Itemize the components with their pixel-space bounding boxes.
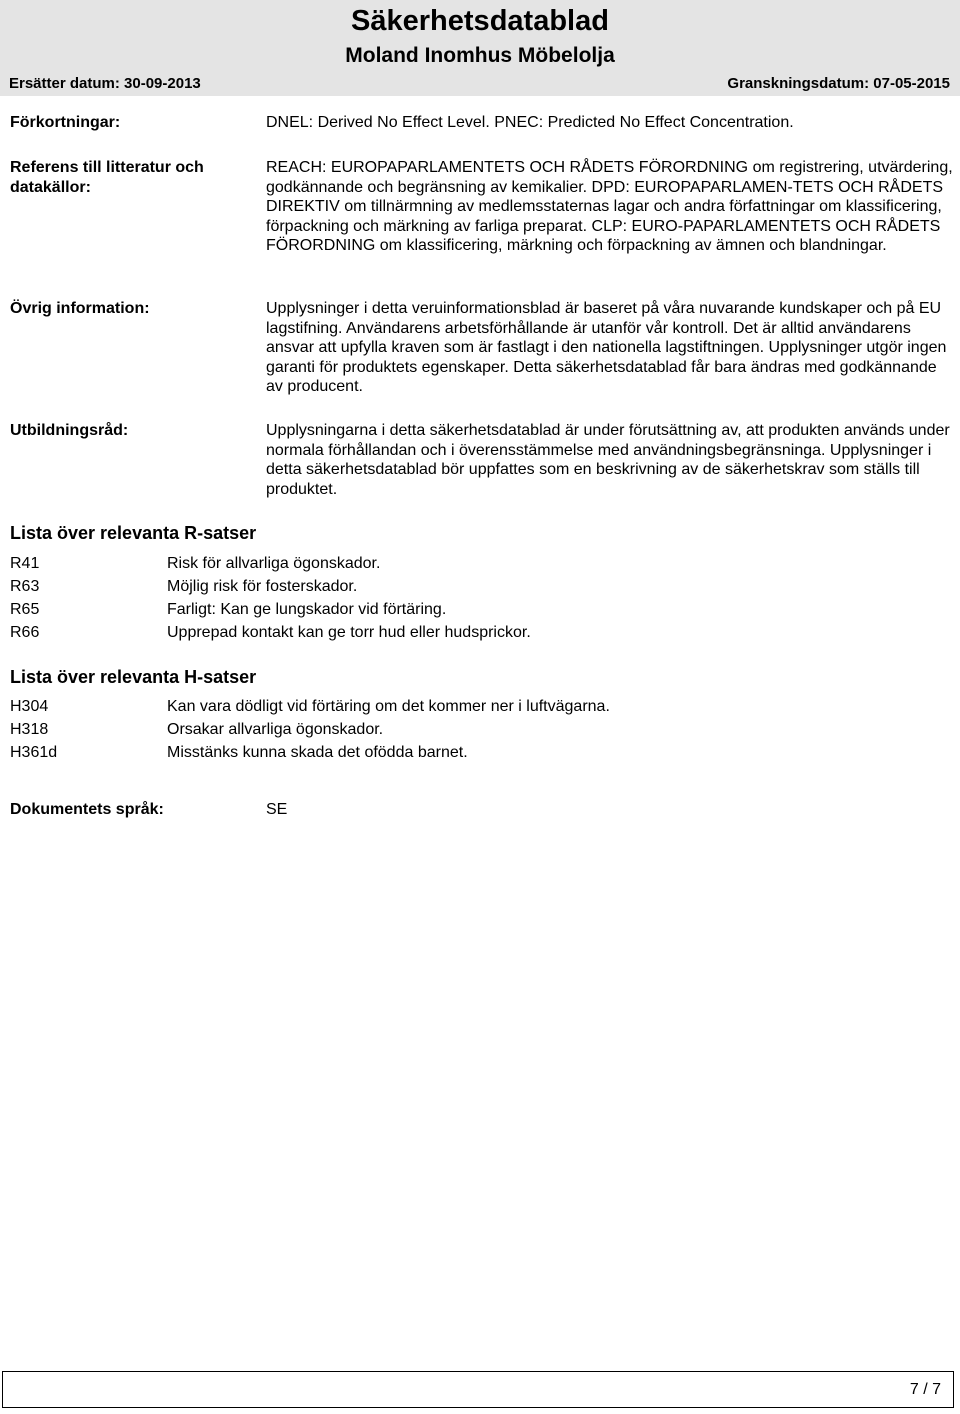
training-label: Utbildningsråd: [10,422,129,439]
r-phrases-heading: Lista över relevanta R-satser [10,523,257,543]
phrase-text: Orsakar allvarliga ögonskador. [167,721,384,738]
list-item [10,598,910,621]
training-text: Upplysningarna i detta säkerhetsdatablad är under förutsättning av, att produkten används under normala förhållandan och i överensstämmelse med användningsbegränsninga. Upplysninger i detta säkerhetsdatablad bör uppfattes som en beskrivning av de säkerhetskrav som ställs till produktet. [266,422,950,498]
phrase-text: Möjlig risk för fosterskador. [167,578,358,595]
r-phrases-list [10,552,910,644]
phrase-text: Risk för allvarliga ögonskador. [167,555,381,572]
phrase-code: H361d [10,744,58,761]
references-text: REACH: EUROPAPARLAMENTETS OCH RÅDETS FÖRORDNING om registrering, utvärdering, godkännande och begränsning av kemikalier. DPD: EUROPAPARLAMEN-TETS OCH RÅDETS DIREKTIV om tillnärmning av medlemsstaternas lagar och andra författningar om klassificering, förpackning och märkning av farliga preparat. CLP: EURO-PAPARLAMENTETS OCH RÅDETS FÖRORDNING om klassificering, märkning och förpackning av ämnen och blandningar. [266,159,953,255]
abbreviations-text: DNEL: Derived No Effect Level. PNEC: Predicted No Effect Concentration. [266,114,794,131]
abbreviations-label: Förkortningar: [10,114,121,131]
list-item [10,621,910,644]
phrase-code: R63 [10,578,40,595]
list-item [10,695,910,718]
replaces-date: Ersätter datum: 30-09-2013 [9,75,201,92]
list-item [10,552,910,575]
phrase-code: R41 [10,555,40,572]
phrase-text: Farligt: Kan ge lungskador vid förtäring. [167,601,447,618]
document-language-value: SE [266,801,288,818]
list-item [10,575,910,598]
product-name: Moland Inomhus Möbelolja [345,44,615,67]
list-item [10,718,910,741]
phrase-text: Misstänks kunna skada det ofödda barnet. [167,744,468,761]
phrase-text: Upprepad kontakt kan ge torr hud eller hudsprickor. [167,624,531,641]
h-phrases-heading: Lista över relevanta H-satser [10,667,257,687]
other-info-label: Övrig information: [10,300,150,317]
page-footer [2,1371,954,1408]
phrase-code: H304 [10,698,49,715]
document-header [0,0,960,96]
h-phrases-list [10,695,910,764]
phrase-code: R65 [10,601,40,618]
review-date: Granskningsdatum: 07-05-2015 [727,75,950,92]
document-title: Säkerhetsdatablad [351,5,609,37]
phrase-text: Kan vara dödligt vid förtäring om det kommer ner i luftvägarna. [167,698,610,715]
phrase-code: H318 [10,721,49,738]
phrase-code: R66 [10,624,40,641]
references-label: Referens till litteratur och datakällor: [10,159,204,196]
other-info-text: Upplysninger i detta veruinformationsblad är baseret på våra nuvarande kundskaper och på EU lagstifning. Användarens arbetsförhållande är utanför vår kontroll. Det är alltid användarens ansvar att upfylla kraven som är fastlagt i den nationella lagstiftningen. Upplysninger utgör ingen garanti för produktets egenskaper. Detta säkerhetsdatablad får bara ändras med godkännande av producent. [266,300,947,396]
list-item [10,741,910,764]
page-number: 7 / 7 [909,1381,941,1398]
document-language-label: Dokumentets språk: [10,801,164,818]
